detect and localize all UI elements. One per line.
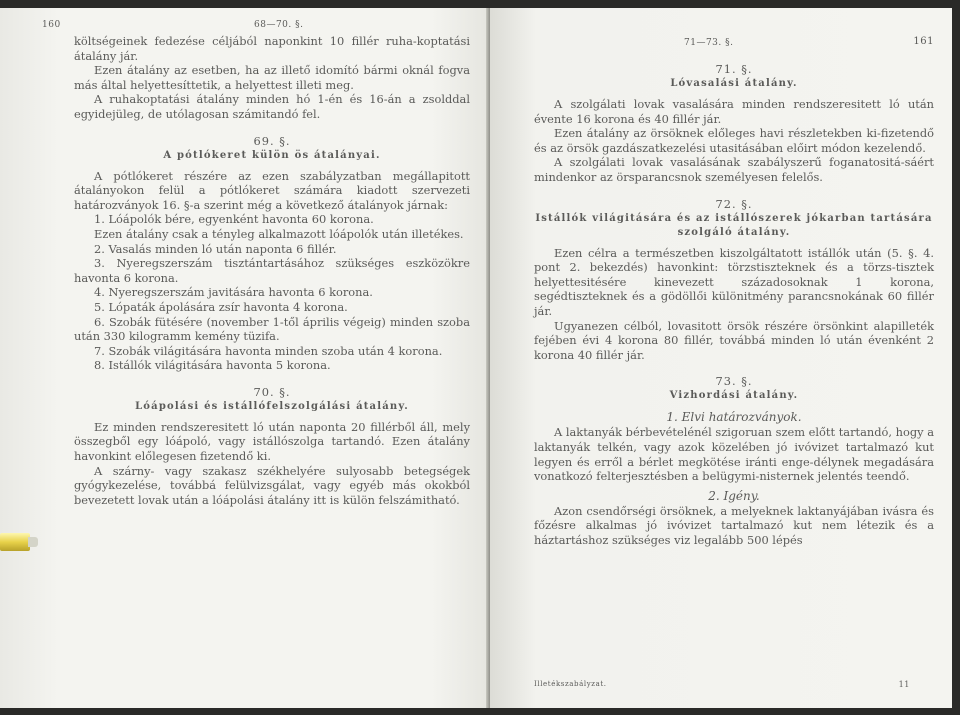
list-item: 8. Istállók világitására havonta 5 korona. xyxy=(94,358,331,373)
list-item: 7. Szobák világitására havonta minden szoba után 4 korona. xyxy=(94,343,443,358)
paragraph: A szárny- vagy szakasz székhelyére sulyosabb betegségek gyógykezelése, továbbá felülvizsgálat, vagy egyéb más okokból bevezetett lovak után a lóápolási átalány itt is külön felszámitható. xyxy=(74,463,470,507)
footer-title: Illetékszabályzat. xyxy=(534,680,607,688)
right-page-number: 161 xyxy=(913,36,934,47)
page-footer xyxy=(534,680,934,688)
list-item: 5. Lópaták ápolására zsír havonta 4 korona. xyxy=(94,299,348,314)
section-73-title: Vizhordási átalány. xyxy=(669,390,799,402)
list-item: 1. Lóápolók bére, egyenként havonta 60 korona. xyxy=(94,212,374,227)
paragraph: A ruhakoptatási átalány minden hó 1-én és 16-án a zsolddal egyidejüleg, de utólagosan számitandó fel. xyxy=(74,92,470,121)
left-running-title: 68—70. §. xyxy=(254,20,304,30)
right-running-head xyxy=(534,26,934,48)
section-73-number: 73. §. xyxy=(715,374,753,389)
section-72-number: 72. §. xyxy=(715,196,753,211)
subsection-heading: 1. Elvi határozványok. xyxy=(666,410,802,425)
section-69-title: A pótlókeret külön ös átalányai. xyxy=(163,149,381,161)
left-page xyxy=(0,8,490,708)
left-running-head xyxy=(42,20,470,34)
paragraph: A szolgálati lovak vasalásának szabályszerű foganatositá-sáért mindenkor az örsparancsnok személyesen felelős. xyxy=(534,155,934,184)
section-72-title: Istállók világitására és az istállószerek jókarban tartására szolgáló átalány. xyxy=(535,212,933,238)
section-70-title: Lóápolási és istállófelszolgálási átalány. xyxy=(135,400,409,412)
subsection-heading: 2. Igény. xyxy=(708,488,760,503)
paragraph: Ezen átalány az esetben, ha az illető idomító bármi oknál fogva más által helyettesíttetik, a helyettest illeti meg. xyxy=(74,63,470,92)
paragraph: A szolgálati lovak vasalására minden rendszeresitett ló után évente 16 korona és 40 fillér jár. xyxy=(534,97,934,126)
list-item: 6. Szobák fütésére (november 1-től április végeig) minden szoba után 330 kilogramm kemény tüzifa. xyxy=(74,314,470,344)
paragraph: A pótlókeret részére az ezen szabályzatban megállapitott átalányokon felül a pótlókeret számára kiadott szervezeti határozványok 16. §-a szerint még a következő átalányok járnak: xyxy=(74,168,470,212)
paper-clip-icon xyxy=(0,527,40,557)
section-71-title: Lóvasalási átalány. xyxy=(670,78,798,89)
left-page-number: 160 xyxy=(42,20,61,30)
right-page xyxy=(490,8,952,708)
paragraph: Ezen átalány az örsöknek előleges havi részletekben ki-fizetendő és az örsök gazdászatkezelési utasitásában előirt módon kezelendő. xyxy=(534,126,934,155)
paragraph: Ezen célra a természetben kiszolgáltatott istállók után (5. §. 4. pont 2. bekezdés) havonkint: törzstiszteknek és a törzs-tisztek helyettesitésére kinevezett századosoknak 1 korona, segédtiszteknek és a gödöllői különitmény parancsnokának 60 fillér jár. xyxy=(534,245,934,318)
paragraph: A laktanyák bérbevételénél szigoruan szem előtt tartandó, hogy a laktanyák telkén, vagy azok közelében jó ivóvizet tartalmazó kut legyen és erről a bérlet megkötése iránti enge-délynek megadására vonatkozó felterjesztésben a belügymi-nisternek jelentés teendő. xyxy=(534,425,934,484)
right-running-title: 71—73. §. xyxy=(684,38,734,48)
list-item: 3. Nyeregszerszám tisztántartásához szükséges eszközökre havonta 6 korona. xyxy=(74,256,470,285)
list-item: 2. Vasalás minden ló után naponta 6 fillér. xyxy=(94,241,337,256)
section-69-number: 69. §. xyxy=(253,133,291,148)
paragraph: Ez minden rendszeresitett ló után naponta 20 fillérből áll, mely összegből egy lóápoló, vagy istállószolga tartandó. Ezen átalány havonkint előlegesen fizetendő ki. xyxy=(74,419,470,464)
signature-mark: 11 xyxy=(898,680,910,689)
section-71-number: 71. §. xyxy=(715,62,753,76)
paragraph: költségeinek fedezése céljából naponkint 10 fillér ruha-koptatási átalány jár. xyxy=(74,34,470,63)
section-70-number: 70. §. xyxy=(253,384,291,399)
list-item: Ezen átalány csak a tényleg alkalmazott lóápolók után illetékes. xyxy=(94,226,464,241)
paragraph: Ugyanezen célból, lovasitott örsök részére örsönkint alapilleték fejében évi 4 korona 80 fillér, továbbá minden ló után évenként 2 korona 40 fillér jár. xyxy=(534,318,934,362)
list-item: 4. Nyeregszerszám javitására havonta 6 korona. xyxy=(94,285,373,300)
paragraph: Azon csendőrségi örsöknek, a melyeknek laktanyájában ivásra és főzésre alkalmas jó ivóvizet tartalmazó kut nem létezik és a háztartáshoz szükséges viz legalább 500 lépés xyxy=(534,503,934,547)
